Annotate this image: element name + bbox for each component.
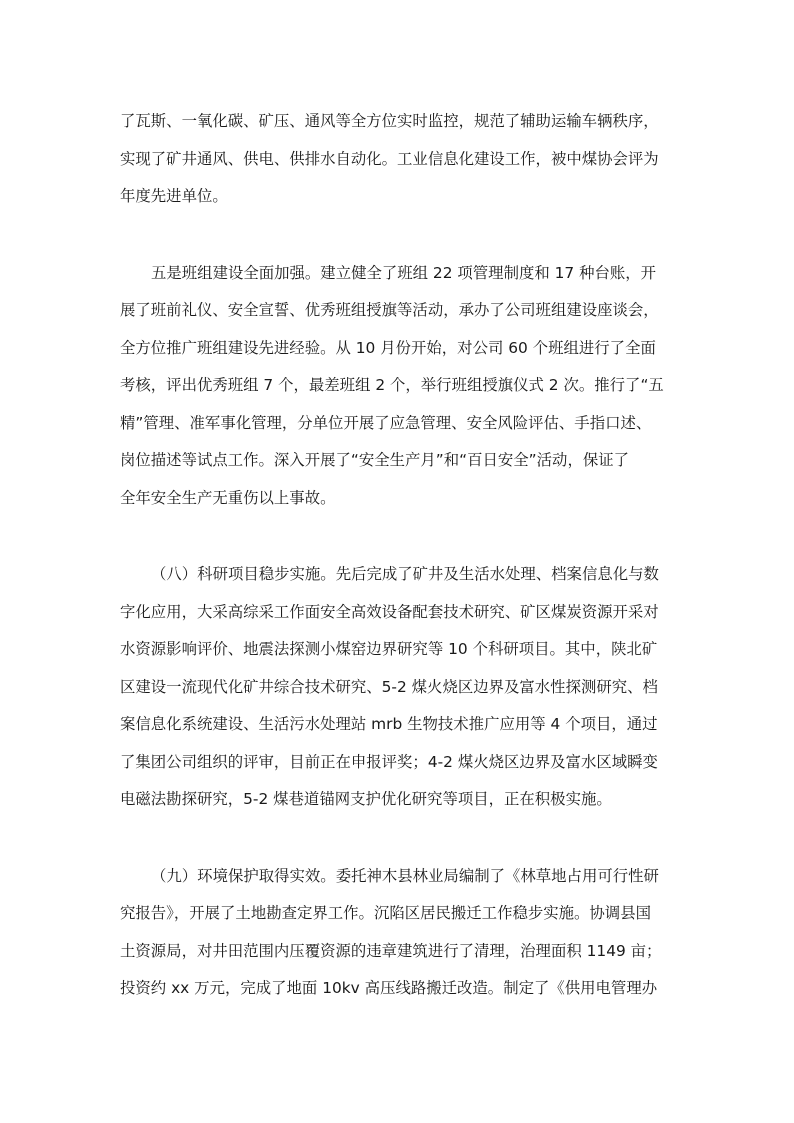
text-line: 水资源影响评价、地震法探测小煤窑边界研究等 10 个科研项目。其中，陕北矿: [120, 640, 658, 658]
text-line: 实现了矿井通风、供电、供排水自动化。工业信息化建设工作，被中煤协会评为: [120, 149, 659, 168]
text-line: 区建设一流现代化矿井综合技术研究、5-2 煤火烧区边界及富水性探测研究、档: [120, 677, 658, 696]
paragraph-1: [120, 103, 674, 216]
text-line: 案信息化系统建设、生活污水处理站 mrb 生物技术推广应用等 4 个项目，通过: [120, 715, 658, 733]
text-line: 土资源局，对井田范围内压覆资源的违章建筑进行了清理，治理面积 1149 亩；: [120, 941, 662, 960]
text-line: 考核，评出优秀班组 7 个，最差班组 2 个，举行班组授旗仪式 2 次。推行了“五: [120, 376, 664, 394]
text-line: 岗位描述等试点工作。深入开展了“安全生产月”和“百日安全”活动，保证了: [120, 451, 630, 469]
text-line: 究报告》，开展了土地勘查定界工作。沉陷区居民搬迁工作稳步实施。协调县国: [120, 904, 651, 922]
text-line: （八）科研项目稳步实施。先后完成了矿井及生活水处理、档案信息化与数: [151, 565, 659, 583]
text-line: （九）环境保护取得实效。委托神木县林业局编制了《林草地占用可行性研: [151, 866, 659, 885]
text-line: 了瓦斯、一氧化碳、矿压、通风等全方位实时监控，规范了辅助运输车辆秩序，: [120, 112, 659, 130]
paragraph-spacer: [120, 517, 674, 556]
text-line: 展了班前礼仪、安全宣誓、优秀班组授旗等活动，承办了公司班组建设座谈会，: [120, 301, 659, 319]
text-line: 了集团公司组织的评审，目前正在申报评奖；4-2 煤火烧区边界及富水区域瞬变: [120, 752, 658, 771]
paragraph-4: [120, 858, 674, 1008]
paragraph-spacer: [120, 216, 674, 255]
text-line: 电磁法勘探研究，5-2 煤巷道锚网支护优化研究等项目，正在积极实施。: [120, 790, 612, 808]
text-line: 年度先进单位。: [120, 187, 228, 205]
paragraph-3: [120, 556, 674, 819]
text-line: 全年安全生产无重伤以上事故。: [120, 488, 336, 507]
paragraph-2: [120, 255, 674, 518]
text-line: 精”管理、准军事化管理，分单位开展了应急管理、安全风险评估、手指口述、: [120, 413, 652, 432]
text-line: 投资约 xx 万元，完成了地面 10kv 高压线路搬迁改造。制定了《供用电管理办: [120, 979, 658, 997]
document-body: [120, 103, 674, 1008]
text-line: 全方位推广班组建设先进经验。从 10 月份开始，对公司 60 个班组进行了全面: [120, 338, 656, 357]
text-line: 五是班组建设全面加强。建立健全了班组 22 项管理制度和 17 种台账，开: [151, 263, 657, 282]
paragraph-spacer: [120, 819, 674, 858]
text-line: 字化应用，大采高综采工作面安全高效设备配套技术研究、矿区煤炭资源开采对: [120, 602, 659, 621]
